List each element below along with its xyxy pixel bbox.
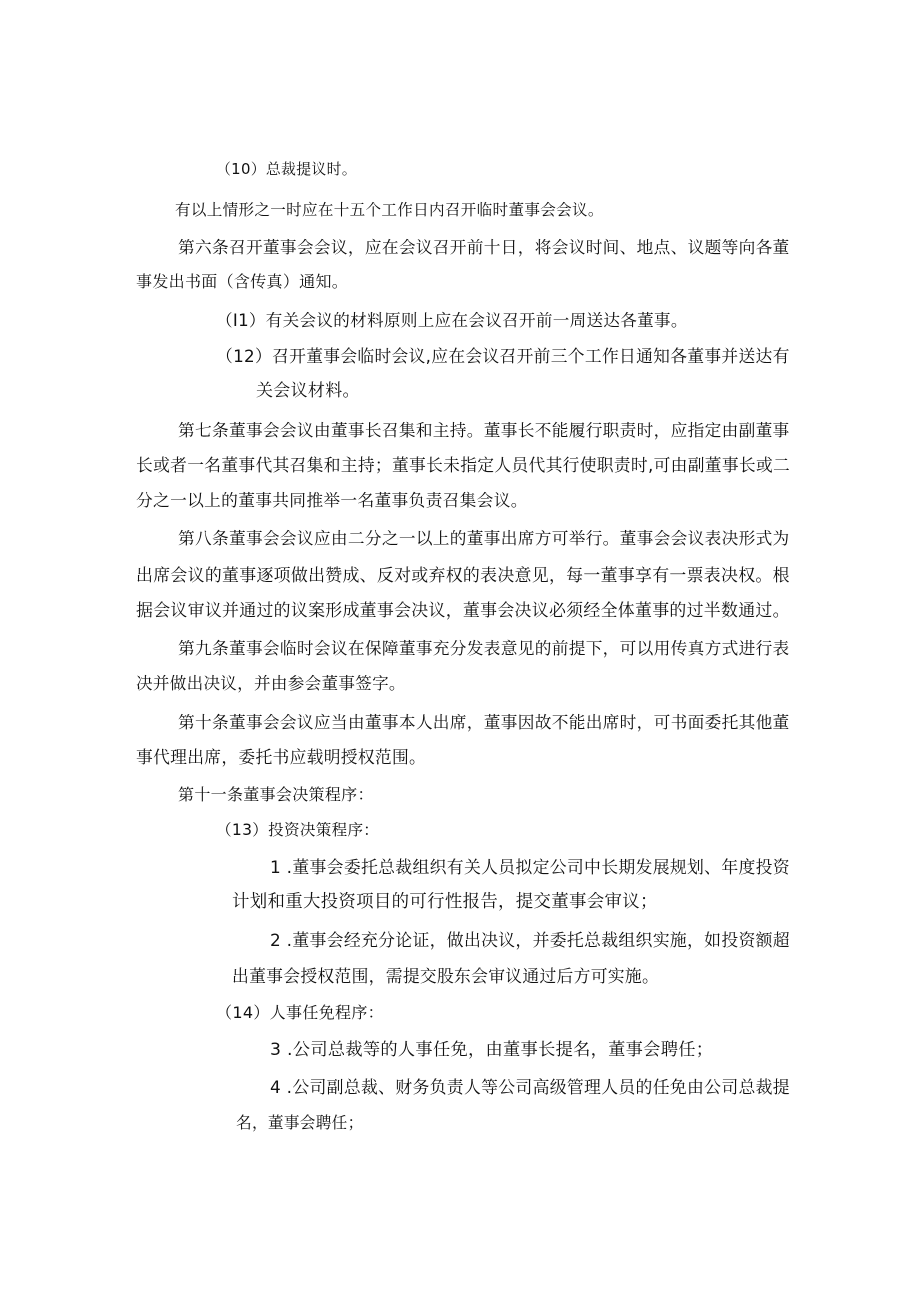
text-line: （10）总裁提议时。 — [216, 160, 357, 178]
text-line: 有以上情形之一时应在十五个工作日内召开临时董事会会议。 — [175, 201, 604, 219]
text-line: 第十一条董事会决策程序： — [178, 785, 374, 804]
text-line: 第十条董事会会议应当由董事本人出席，董事因故不能出席时，可书面委托其他董 — [178, 712, 790, 732]
text-line: 第六条召开董事会会议，应在会议召开前十日，将会议时间、地点、议题等向各董 — [178, 237, 790, 257]
text-line: 出席会议的董事逐项做出赞成、反对或弃权的表决意见，每一董事享有一票表决权。根 — [136, 565, 790, 585]
text-line: 第九条董事会临时会议在保障董事充分发表意见的前提下，可以用传真方式进行表 — [178, 638, 790, 658]
text-line: 关会议材料。 — [256, 381, 360, 401]
text-line: 事发出书面（含传真）通知。 — [136, 272, 349, 291]
text-line: 决并做出决议，并由参会董事签字。 — [136, 674, 406, 693]
text-line: 据会议审议并通过的议案形成董事会决议，董事会决议必须经全体董事的过半数通过。 — [136, 600, 790, 620]
text-line: （14）人事任免程序： — [216, 1003, 384, 1022]
text-line: 4 .公司副总裁、财务负责人等公司高级管理人员的任免由公司总裁提 — [270, 1077, 790, 1097]
text-line: 事代理出席，委托书应载明授权范围。 — [136, 747, 427, 767]
text-line: 分之一以上的董事共同推举一名董事负责召集会议。 — [136, 490, 528, 510]
text-line: 第七条董事会会议由董事长召集和主持。董事长不能履行职责时，应指定由副董事 — [178, 420, 790, 440]
text-line: （13）投资决策程序： — [216, 821, 380, 839]
text-line: 长或者一名董事代其召集和主持；董事长未指定人员代其行使职责时,可由副董事长或二 — [136, 455, 791, 475]
text-line: 3 .公司总裁等的人事任免，由董事长提名，董事会聘任； — [270, 1040, 714, 1060]
text-line: 1 .董事会委托总裁组织有关人员拟定公司中长期发展规划、年度投资 — [270, 857, 790, 877]
text-line: 名，董事会聘任； — [236, 1113, 364, 1132]
text-line: 出董事会授权范围，需提交股东会审议通过后方可实施。 — [232, 966, 660, 986]
text-line: （12）召开董事会临时会议,应在会议召开前三个工作日通知各董事并送达有 — [216, 346, 790, 366]
text-line: 第八条董事会会议应由二分之一以上的董事出席方可举行。董事会会议表决形式为 — [178, 528, 790, 548]
text-line: （I1）有关会议的材料原则上应在会议召开前一周送达各董事。 — [216, 311, 688, 330]
text-line: 2 .董事会经充分论证，做出决议，并委托总裁组织实施，如投资额超 — [270, 930, 790, 950]
text-line: 计划和重大投资项目的可行性报告，提交董事会审议； — [232, 892, 658, 912]
